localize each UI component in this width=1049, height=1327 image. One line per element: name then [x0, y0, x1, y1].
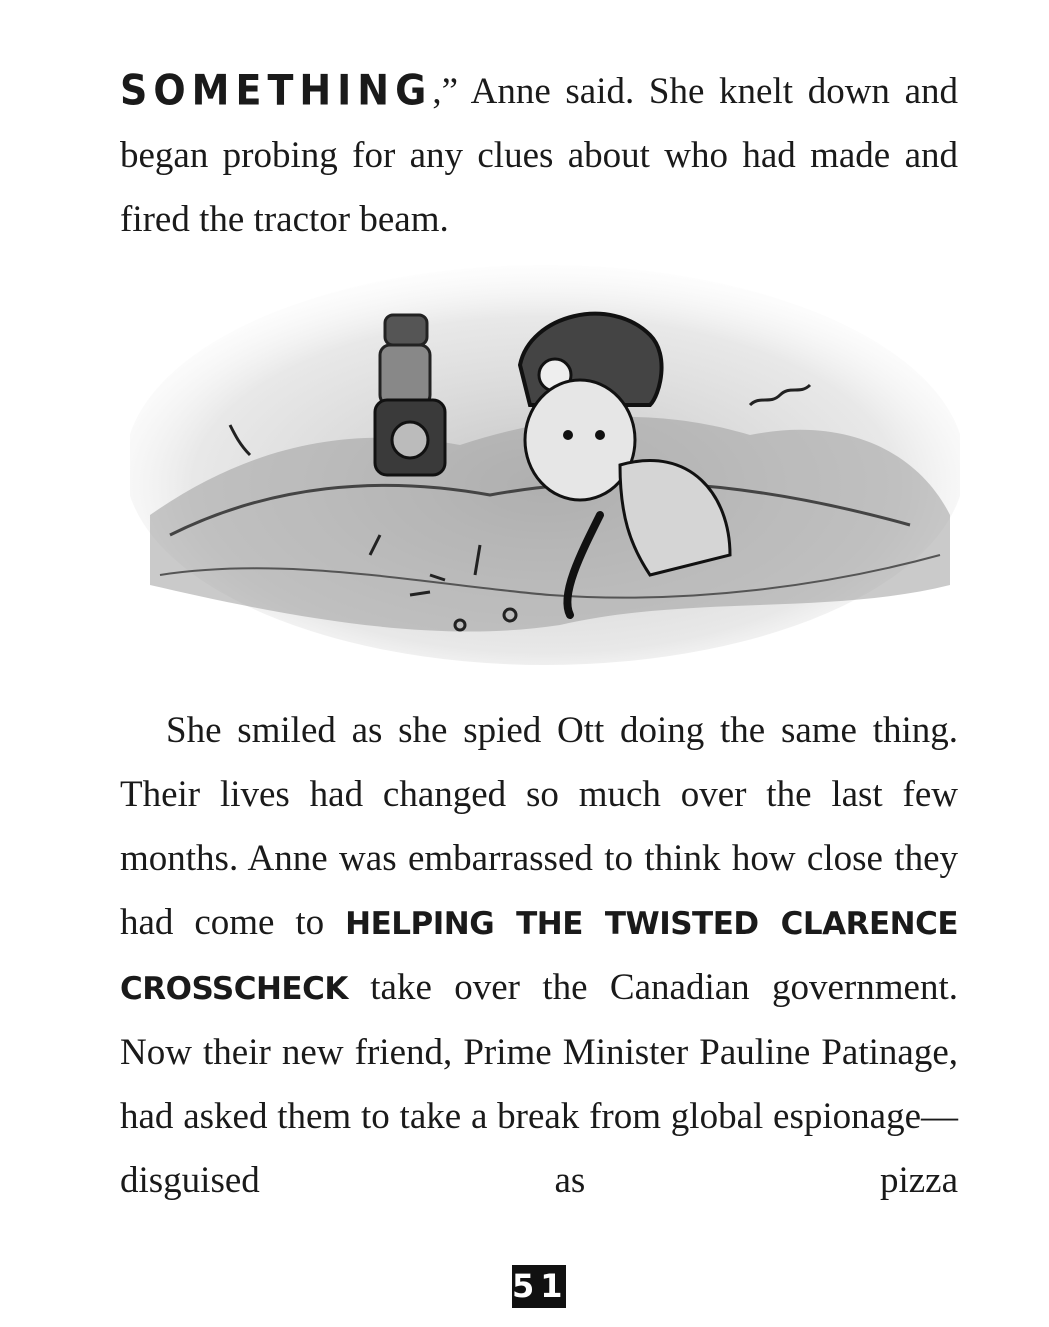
paragraph-1: [120, 58, 958, 252]
paragraph-2-text-after: take over the Canadian government. Now their new friend, Prime Minister Pauline Patinage, had asked them to take a break from global espionage—disguised as pizza: [120, 967, 958, 1201]
illustration-kids-searching-debris: [130, 255, 960, 675]
paragraph-2-text-before: She smiled as she spied Ott doing the same thing. Their lives had changed so much over the last few months. Anne was embarrassed to think how close they had come to: [120, 710, 958, 943]
shouted-word: SOMETHING: [120, 65, 433, 115]
page-number: 51: [512, 1265, 566, 1308]
villain-name-emphasis: HELPING THE TWISTED CLARENCE CROSSCHECK: [120, 906, 958, 1007]
paragraph-2: [120, 699, 958, 1277]
paragraph-1-text: ,” Anne said. She knelt down and began probing for any clues about who had made and fired the tractor beam.: [120, 71, 958, 240]
